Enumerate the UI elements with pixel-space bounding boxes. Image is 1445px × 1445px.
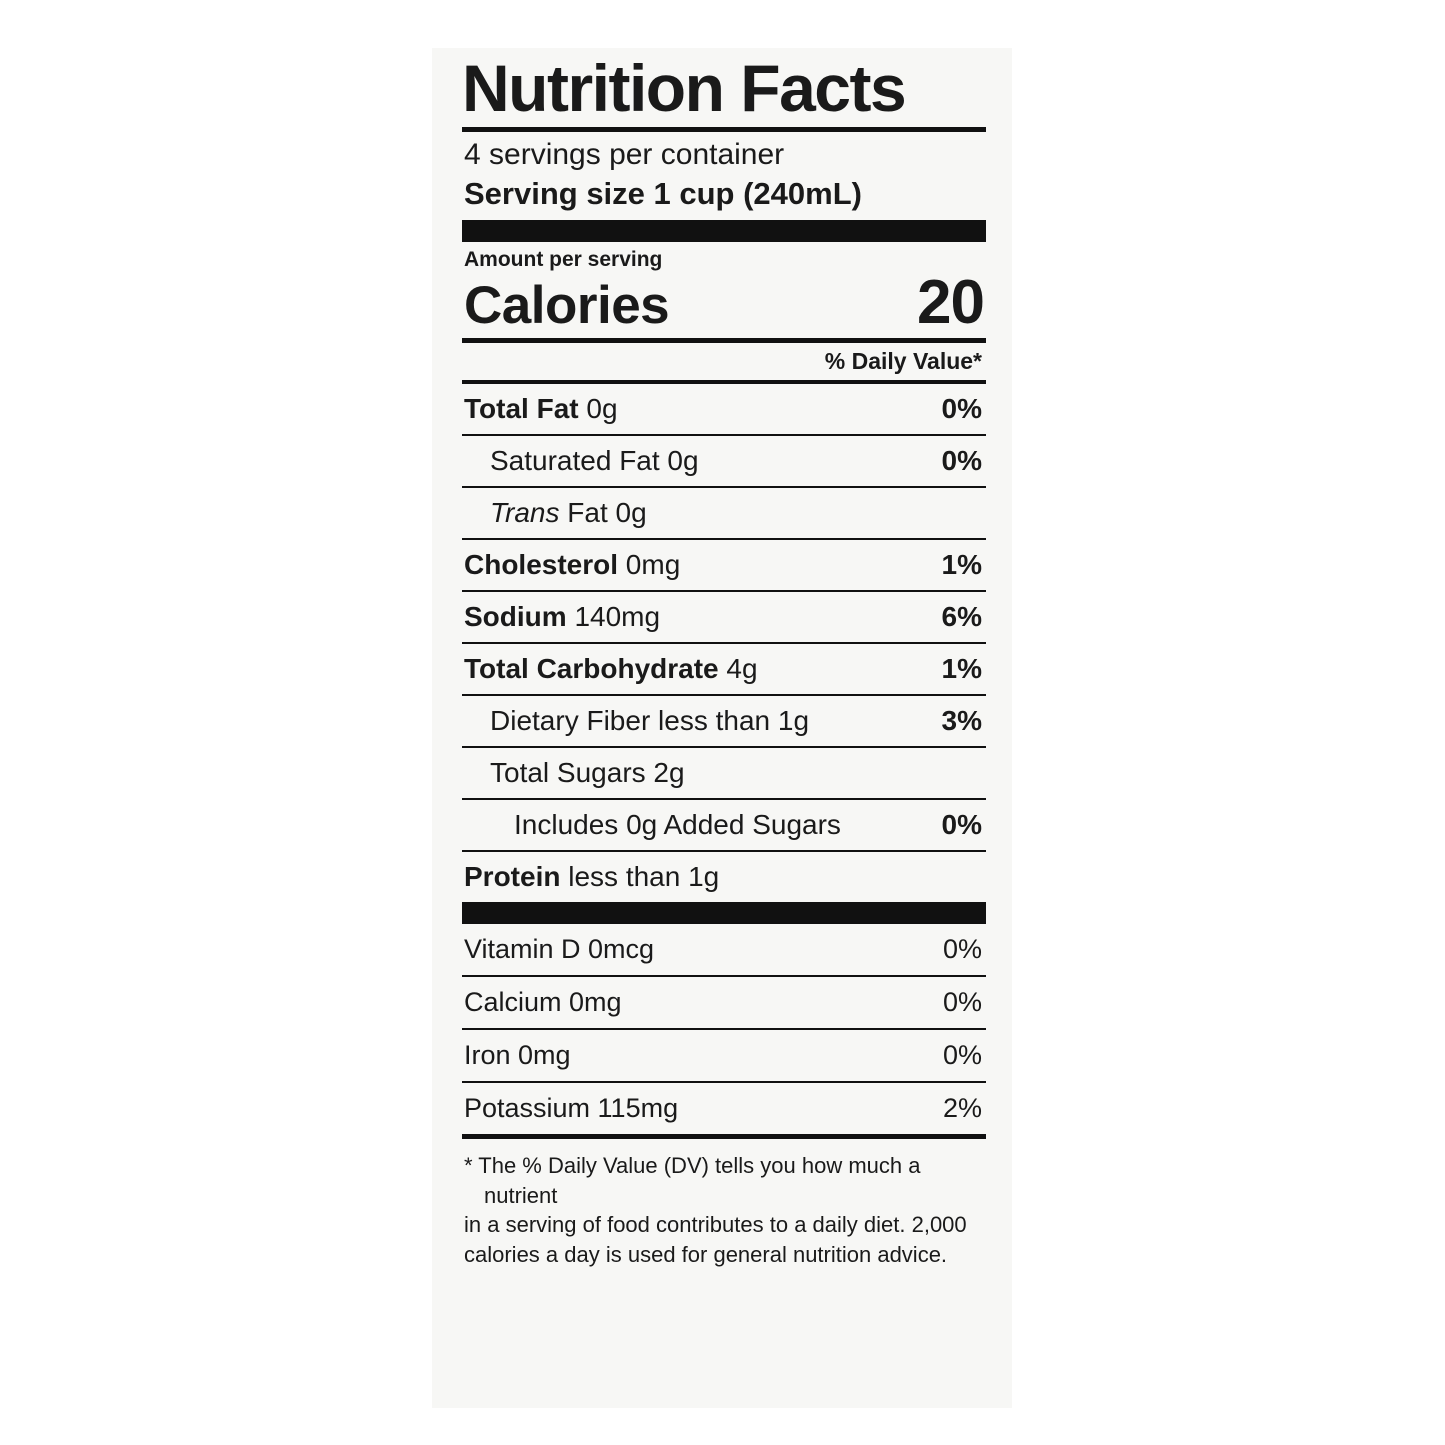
row-calcium-name: Calcium 0mg xyxy=(464,987,622,1017)
row-vitamin-d-pct: 0% xyxy=(942,934,982,964)
protein-bold: Protein xyxy=(464,861,561,892)
row-total-carbohydrate-name xyxy=(464,653,758,685)
servings-per-container: 4 servings per container xyxy=(464,138,785,171)
row-total-fat-name xyxy=(464,393,618,425)
row-cholesterol-pct: 1% xyxy=(941,549,982,580)
footnote-line-3: calories a day is used for general nutrition advice. xyxy=(464,1242,948,1268)
row-sodium-name xyxy=(464,601,660,633)
divider-thick-top xyxy=(462,220,986,242)
row-saturated-fat xyxy=(462,434,986,486)
row-potassium-name: Potassium 115mg xyxy=(464,1093,679,1123)
calories-value: 20 xyxy=(917,268,984,337)
row-saturated-fat-name: Saturated Fat 0g xyxy=(490,445,699,476)
row-trans-fat-name xyxy=(464,497,647,529)
row-calcium xyxy=(462,975,986,1028)
cholesterol-value: 0mg xyxy=(618,549,681,580)
row-dietary-fiber xyxy=(462,694,986,746)
row-cholesterol xyxy=(462,538,986,590)
carb-bold: Total Carbohydrate xyxy=(464,653,719,684)
row-vitamin-d-name: Vitamin D 0mcg xyxy=(464,934,655,964)
row-added-sugars-pct: 0% xyxy=(941,809,982,840)
row-trans-fat xyxy=(462,486,986,538)
footnote-line-2: in a serving of food contributes to a daily diet. 2,000 xyxy=(464,1212,967,1238)
row-total-carbohydrate-pct: 1% xyxy=(941,653,982,684)
daily-value-header: % Daily Value* xyxy=(824,348,982,374)
sodium-value: 140mg xyxy=(566,601,661,632)
trans-rest: Fat 0g xyxy=(559,497,647,528)
row-total-sugars xyxy=(462,746,986,798)
row-total-fat-pct: 0% xyxy=(941,393,982,424)
row-dietary-fiber-pct: 3% xyxy=(941,705,982,736)
protein-value: less than 1g xyxy=(560,861,720,892)
sodium-bold: Sodium xyxy=(464,601,567,632)
trans-italic: Trans xyxy=(490,497,560,528)
divider-thick-bottom xyxy=(462,902,986,924)
row-potassium-pct: 2% xyxy=(942,1093,982,1123)
row-dietary-fiber-name: Dietary Fiber less than 1g xyxy=(490,705,810,736)
row-potassium xyxy=(462,1081,986,1134)
total-fat-bold: Total Fat xyxy=(464,393,579,424)
total-fat-value: 0g xyxy=(578,393,618,424)
cholesterol-bold: Cholesterol xyxy=(464,549,619,580)
daily-value-footnote xyxy=(462,1134,986,1280)
row-calcium-pct: 0% xyxy=(942,987,982,1017)
row-saturated-fat-pct: 0% xyxy=(941,445,982,476)
row-iron xyxy=(462,1028,986,1081)
nutrition-facts-label xyxy=(462,51,986,1280)
row-added-sugars-name: Includes 0g Added Sugars xyxy=(514,809,841,840)
page-title: Nutrition Facts xyxy=(462,51,906,125)
row-iron-name: Iron 0mg xyxy=(464,1040,571,1070)
row-cholesterol-name xyxy=(464,549,680,581)
row-iron-pct: 0% xyxy=(942,1040,982,1070)
row-total-fat xyxy=(462,380,986,434)
row-vitamin-d xyxy=(462,924,986,975)
carb-value: 4g xyxy=(718,653,758,684)
calories-label: Calories xyxy=(464,276,670,336)
footnote-line-1: * The % Daily Value (DV) tells you how much a nutrient xyxy=(464,1153,921,1208)
amount-per-serving-label: Amount per serving xyxy=(464,248,663,271)
row-protein xyxy=(462,850,986,902)
row-sodium-pct: 6% xyxy=(941,601,982,632)
serving-size: Serving size 1 cup (240mL) xyxy=(464,176,862,211)
row-sodium xyxy=(462,590,986,642)
row-total-sugars-name: Total Sugars 2g xyxy=(490,757,685,788)
row-total-carbohydrate xyxy=(462,642,986,694)
row-added-sugars xyxy=(462,798,986,850)
calories-row xyxy=(462,268,986,338)
row-protein-name xyxy=(464,861,719,893)
